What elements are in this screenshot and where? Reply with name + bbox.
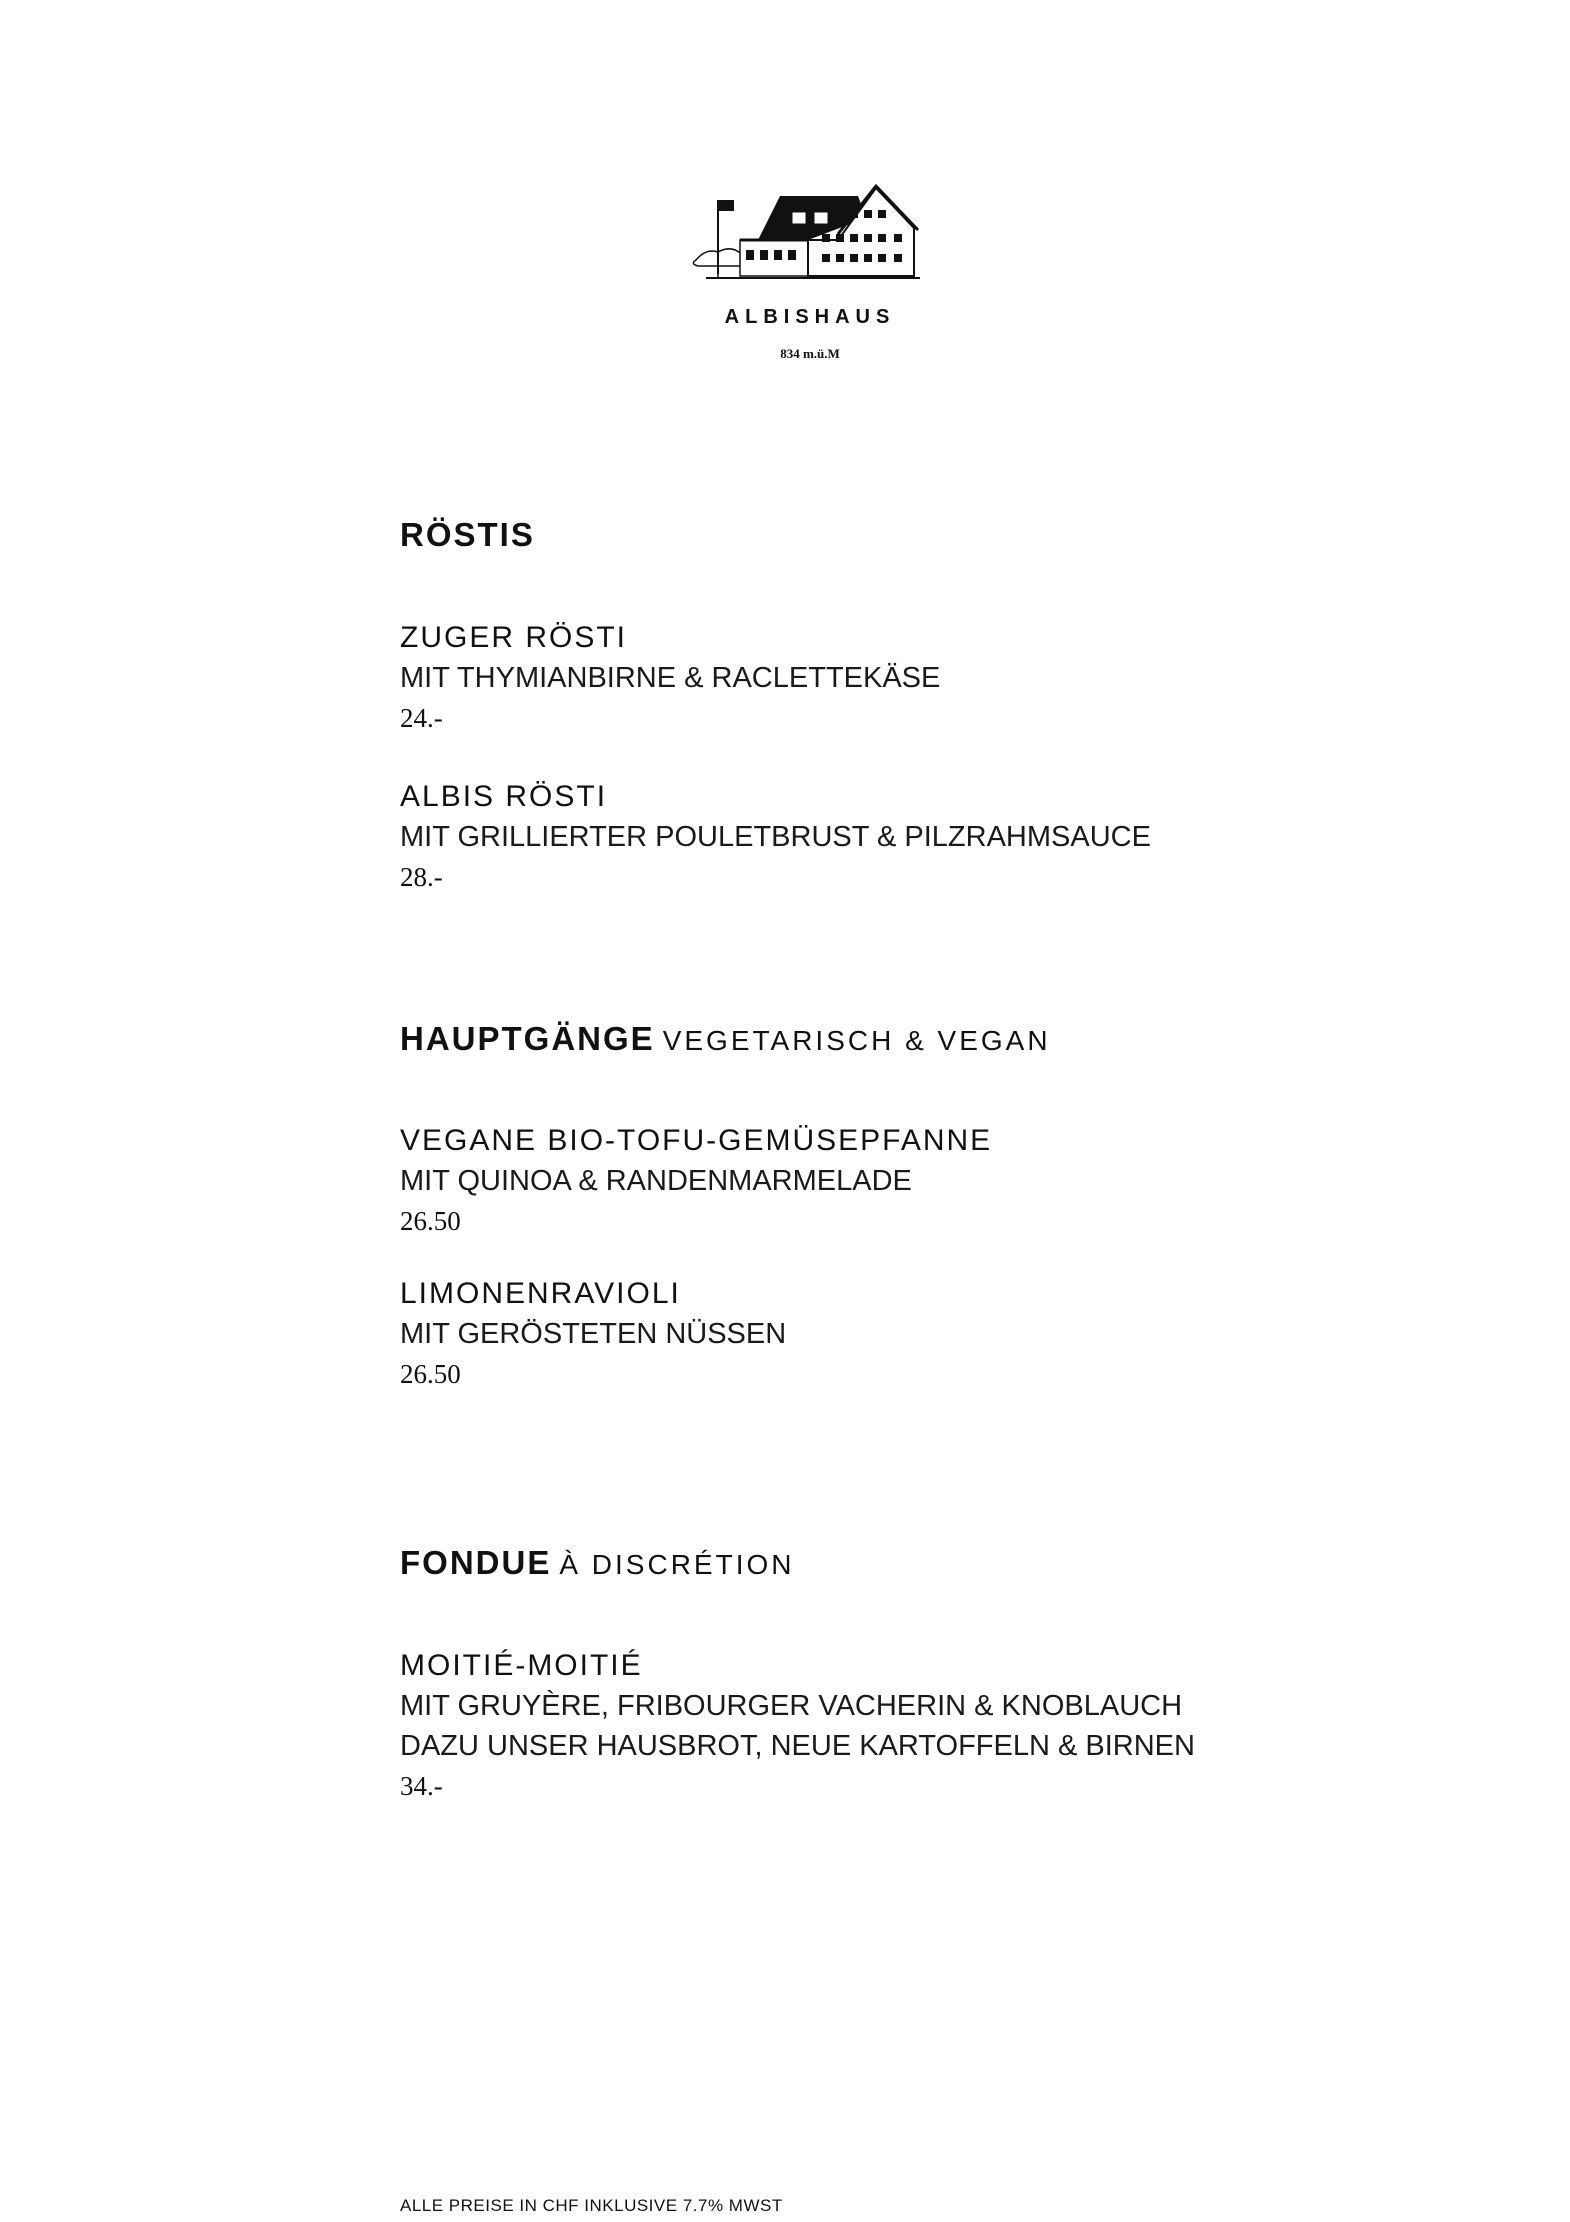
menu-item	[400, 618, 1400, 738]
item-price: 24.-	[400, 703, 443, 733]
menu-item	[400, 777, 1400, 897]
menu-item	[400, 1121, 1400, 1241]
item-price: 34.-	[400, 1771, 443, 1801]
section-subtitle: VEGETARISCH & VEGAN	[662, 1025, 1051, 1056]
item-description: MIT QUINOA & RANDENMARMELADE	[400, 1165, 912, 1197]
item-description: MIT THYMIANBIRNE & RACLETTEKÄSE	[400, 662, 941, 694]
item-price: 28.-	[400, 862, 443, 892]
item-price: 26.50	[400, 1206, 461, 1236]
item-price: 26.50	[400, 1359, 461, 1389]
item-description: DAZU UNSER HAUSBROT, NEUE KARTOFFELN & BIRNEN	[400, 1730, 1195, 1762]
section-title: HAUPTGÄNGE	[400, 1020, 655, 1057]
section-title-fondue	[400, 1543, 1400, 1585]
section-title: FONDUE	[400, 1544, 552, 1581]
logo-name: ALBISHAUS	[724, 306, 896, 328]
item-name: VEGANE BIO-TOFU-GEMÜSEPFANNE	[400, 1124, 993, 1157]
item-name: MOITIÉ-MOITIÉ	[400, 1649, 643, 1682]
menu-item	[400, 1646, 1400, 1806]
section-title-roestis	[400, 515, 1400, 555]
albishaus-building-icon	[688, 178, 932, 288]
section-title: RÖSTIS	[400, 516, 535, 553]
item-description: MIT GRUYÈRE, FRIBOURGER VACHERIN & KNOBLAUCH	[400, 1690, 1183, 1722]
item-description: MIT GERÖSTETEN NÜSSEN	[400, 1318, 787, 1350]
albishaus-logo	[680, 178, 940, 368]
item-name: ALBIS RÖSTI	[400, 780, 608, 813]
menu-item	[400, 1274, 1400, 1394]
price-footnote: ALLE PREISE IN CHF INKLUSIVE 7.7% MWST	[400, 2196, 783, 2215]
item-description: MIT GRILLIERTER POULETBRUST & PILZRAHMSAUCE	[400, 821, 1151, 853]
item-name: ZUGER RÖSTI	[400, 621, 628, 654]
logo-altitude: 834 m.ü.M	[780, 346, 840, 361]
section-subtitle: À DISCRÉTION	[559, 1549, 795, 1580]
section-title-hauptgaenge	[400, 1019, 1400, 1061]
item-name: LIMONENRAVIOLI	[400, 1277, 681, 1310]
